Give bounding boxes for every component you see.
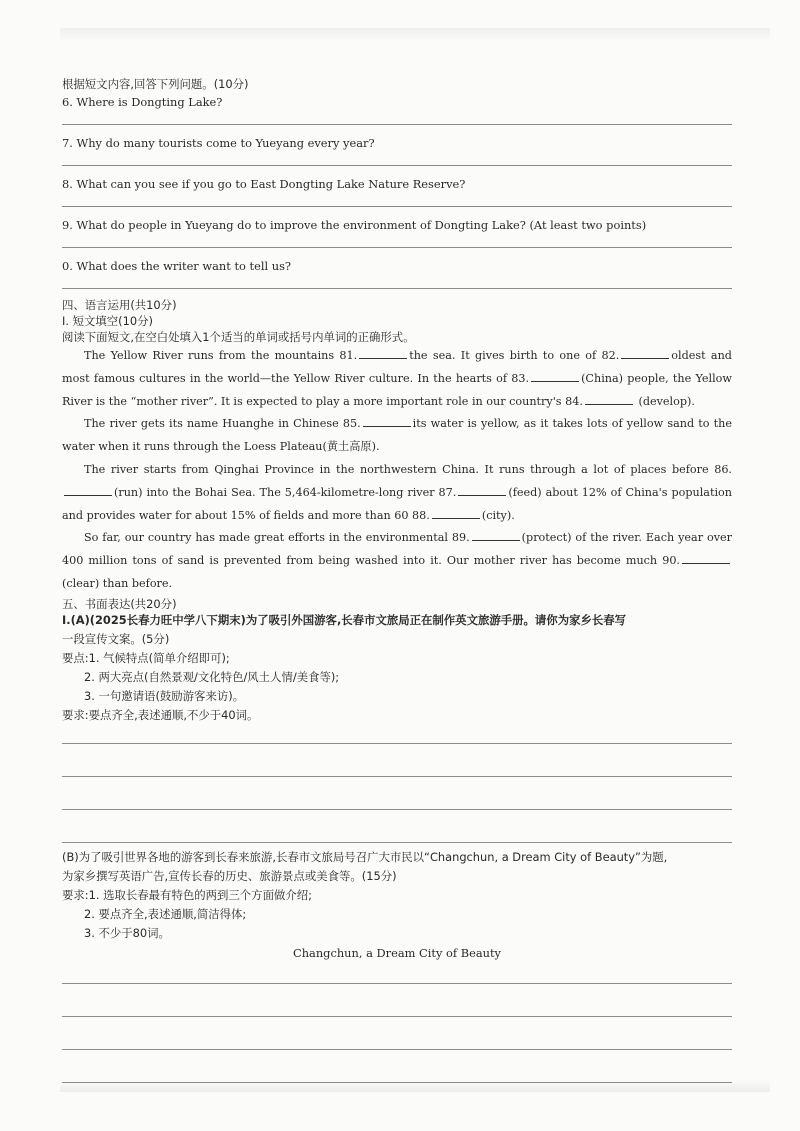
writing-line[interactable] xyxy=(62,1016,732,1017)
cloze-p3-text-d: (city). xyxy=(481,508,515,522)
page-content xyxy=(62,76,732,1083)
section4-instruction: 阅读下面短文,在空白处填入1个适当的单词或括号内单词的正确形式。 xyxy=(62,330,415,344)
section5-partA-point-1 xyxy=(62,650,732,666)
question-10: 0. What does the writer want to tell us? xyxy=(62,259,292,273)
writing-line[interactable] xyxy=(62,842,732,843)
cloze-p4-text-b: (protect) of the river. Each year over 400 million tons of sand is prevented from being washed into it. Our mother river has become much 90. xyxy=(62,531,732,568)
cloze-p2-text-a: The river gets its name Huanghe in Chinese 85. xyxy=(84,417,361,431)
writing-area-b[interactable] xyxy=(62,983,732,1083)
writing-line[interactable] xyxy=(62,1082,732,1083)
cloze-paragraph-1 xyxy=(62,345,732,413)
answer-line-6[interactable] xyxy=(62,124,732,125)
writing-line[interactable] xyxy=(62,809,732,810)
question-7: 7. Why do many tourists come to Yueyang every year? xyxy=(62,136,375,150)
section5-partA-requirement: 要求:要点齐全,表述通顺,不少于40词。 xyxy=(62,707,259,722)
blank-83[interactable] xyxy=(531,369,579,382)
answer-line-8[interactable] xyxy=(62,206,732,207)
section5-partB-req-2: 2. 要点齐全,表述通顺,简洁得体; xyxy=(84,906,247,921)
question-8: 8. What can you see if you go to East Dongting Lake Nature Reserve? xyxy=(62,177,466,191)
answer-line-9[interactable] xyxy=(62,247,732,248)
section5-title: 五、书面表达(共20分) xyxy=(62,596,177,611)
section5-partA-point-2: 2. 两大亮点(自然景观/文化特色/风土人情/美食等); xyxy=(84,669,340,684)
section4-title: 四、语言运用(共10分) xyxy=(62,298,177,312)
writing-line[interactable] xyxy=(62,743,732,744)
cloze-p1-text-a: The Yellow River runs from the mountains 81. xyxy=(84,349,358,362)
comprehension-header: 根据短文内容,回答下列问题。(10分) xyxy=(62,77,249,91)
blank-81[interactable] xyxy=(359,346,407,359)
blank-89[interactable] xyxy=(472,528,520,541)
question-6: 6. Where is Dongting Lake? xyxy=(62,95,223,109)
blank-82[interactable] xyxy=(621,346,669,359)
section5-partA-prompt-2: 一段宣传文案。(5分) xyxy=(62,631,170,646)
essay-title: Changchun, a Dream City of Beauty xyxy=(293,945,501,960)
cloze-paragraph-4 xyxy=(62,527,732,595)
section5-partB-prompt-1: (B)为了吸引世界各地的游客到长春来旅游,长春市文旅局号召广大市民以“Changchun, a Dream City of Beauty”为题, xyxy=(62,849,668,864)
cloze-p3-text-c: (feed) about 12% of China's population and provides water for about 15% of fields and more than 60 88. xyxy=(62,485,732,522)
cloze-p2-text-b: its water is yellow, as it takes lots of yellow sand to the water when it runs through the Loess Plateau(黄土高原). xyxy=(62,417,732,454)
cloze-p1-text-e: (develop). xyxy=(638,394,695,408)
blank-87[interactable] xyxy=(458,483,506,496)
section5-partA-point-3: 3. 一句邀请语(鼓励游客来访)。 xyxy=(84,688,245,703)
cloze-p1-text-d: (China) people, the Yellow River is the “mother river”. It is expected to play a more important role in our country's 84. xyxy=(62,371,732,408)
section5-partB-req-3: 3. 不少于80词。 xyxy=(84,925,170,940)
question-9: 9. What do people in Yueyang do to improve the environment of Dongting Lake? (At least two points) xyxy=(62,218,647,232)
blank-86[interactable] xyxy=(64,483,112,496)
cloze-paragraph-2 xyxy=(62,413,732,459)
cloze-p4-text-a: So far, our country has made great efforts in the environmental 89. xyxy=(84,531,470,545)
writing-area-a[interactable] xyxy=(62,743,732,843)
section5-partA-prompt-1: Ⅰ.(A)(2025长春力旺中学八下期末)为了吸引外国游客,长春市文旅局正在制作英文旅游手册。请你为家乡长春写 xyxy=(62,612,627,627)
cloze-p4-text-c: (clear) than before. xyxy=(62,576,173,590)
scan-shadow-top xyxy=(60,28,770,42)
answer-line-7[interactable] xyxy=(62,165,732,166)
section4-part1-title: Ⅰ. 短文填空(10分) xyxy=(62,314,153,328)
cloze-paragraph-3 xyxy=(62,459,732,527)
point-1-text: 1. 气候特点(简单介绍即可); xyxy=(88,650,230,665)
cloze-p3-text-b: (run) into the Bohai Sea. The 5,464-kilometre-long river 87. xyxy=(114,485,457,499)
writing-line[interactable] xyxy=(62,983,732,984)
blank-85[interactable] xyxy=(363,414,411,427)
answer-line-10[interactable] xyxy=(62,288,732,289)
blank-88[interactable] xyxy=(432,506,480,519)
cloze-p3-text-a: The river starts from Qinghai Province in the northwestern China. It runs through a lot of places before 86. xyxy=(84,462,732,476)
blank-84[interactable] xyxy=(585,392,633,405)
blank-90[interactable] xyxy=(682,551,730,564)
writing-line[interactable] xyxy=(62,776,732,777)
points-label: 要点: xyxy=(62,650,89,665)
section5-partB-req-1: 要求:1. 选取长春最有特色的两到三个方面做介绍; xyxy=(62,887,312,902)
writing-line[interactable] xyxy=(62,1049,732,1050)
cloze-p1-text-b: the sea. It gives birth to one of 82. xyxy=(409,349,620,362)
cloze-p1-text-c: oldest and most famous cultures in the world—the Yellow River culture. In the hearts of 83. xyxy=(62,349,732,385)
section5-partB-prompt-2: 为家乡撰写英语广告,宣传长春的历史、旅游景点或美食等。(15分) xyxy=(62,868,397,883)
